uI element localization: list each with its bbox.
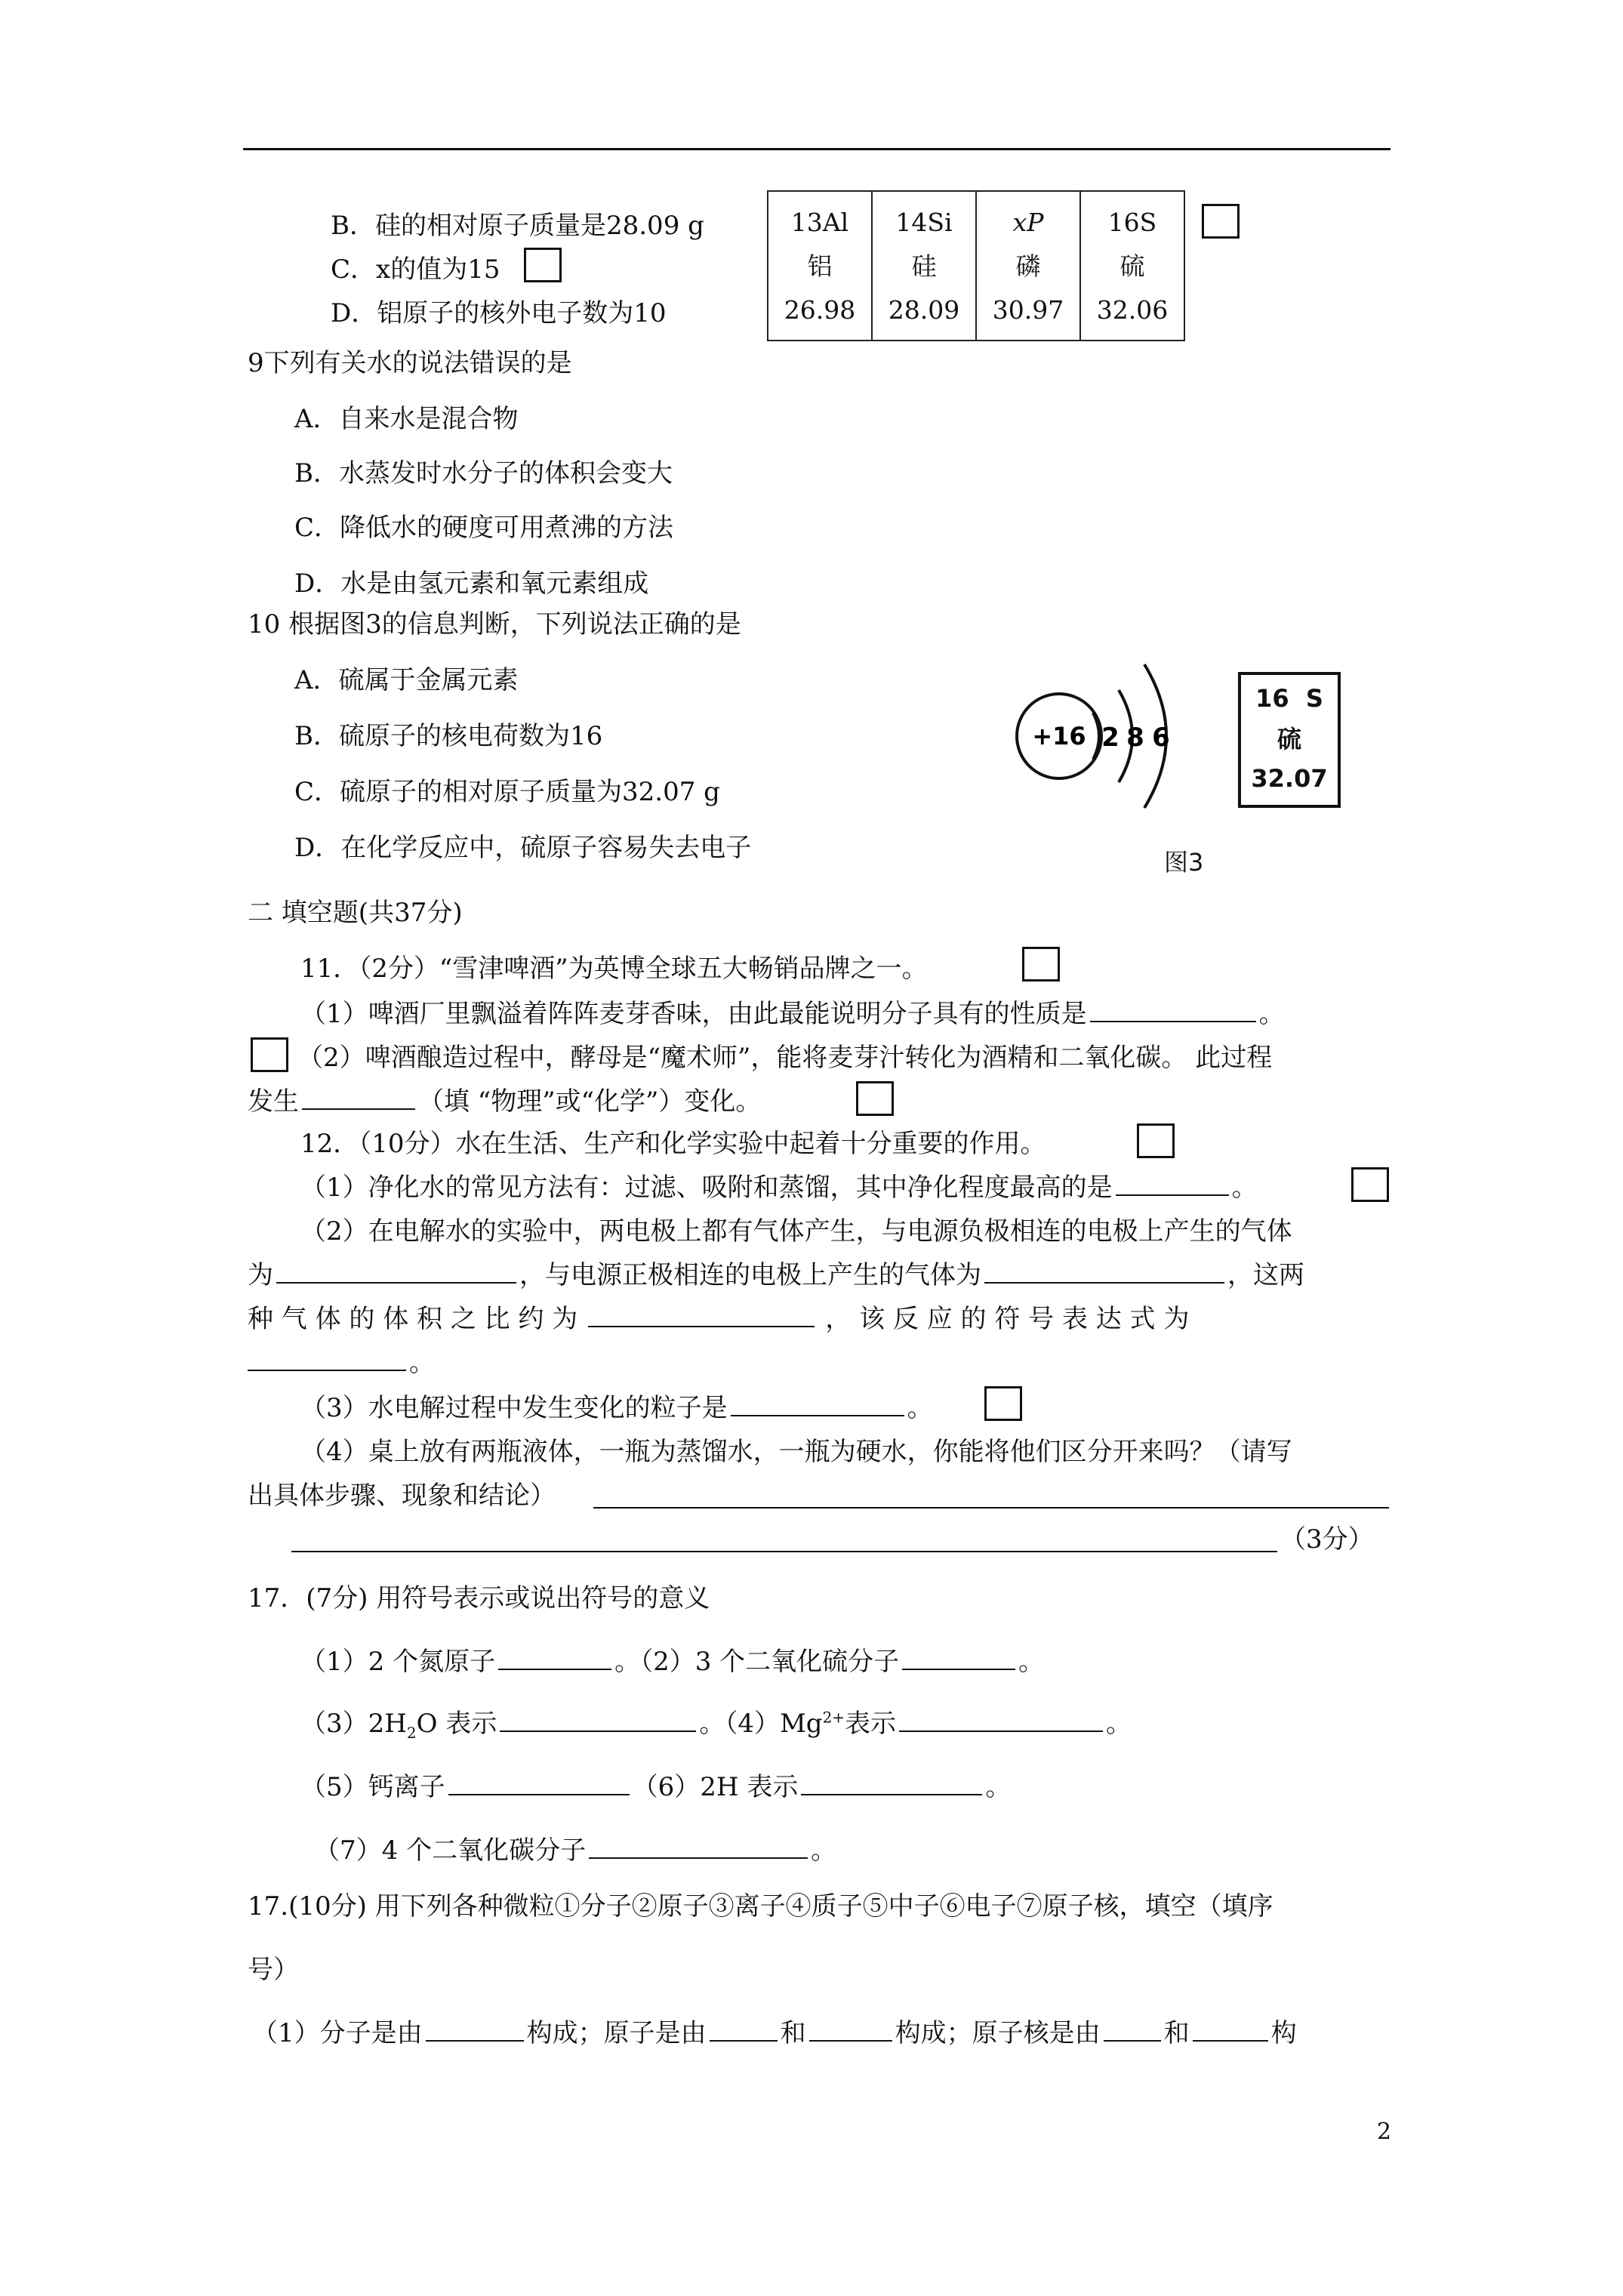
- q17b-stem-a: 17.(10分) 用下列各种微粒①分子②原子③离子④质子⑤中子⑥电子⑦原子核，填空（填序: [248, 1891, 1273, 1922]
- sulfur-atom-diagram: [1012, 649, 1193, 823]
- q10-stem: 10 根据图3的信息判断，下列说法正确的是: [248, 609, 741, 639]
- q12-part4a: （4）桌上放有两瓶液体，一瓶为蒸馏水，一瓶为硬水，你能将他们区分开来吗？（请写: [300, 1437, 1292, 1467]
- q17a-line1: （1）2 个氮原子 。（2）3 个二氧化硫分子 。: [300, 1647, 1045, 1677]
- q17a-stem: 17．(7分) 用符号表示或说出符号的意义: [248, 1583, 710, 1613]
- nucleus-charge: +16: [1032, 722, 1086, 750]
- answer-box[interactable]: [984, 1386, 1022, 1421]
- answer-blank[interactable]: [1104, 2039, 1161, 2042]
- q17b-line1: （1）分子是由 构成；原子是由 和 构成；原子核是由 和 构: [252, 2018, 1297, 2048]
- shell-count-2: 8: [1126, 723, 1144, 753]
- answer-box[interactable]: [1137, 1123, 1175, 1158]
- q17a-line2: $(3)2H_2O$ 表示 。$(4)Mg^{2+}$表示 。: [300, 1708, 1132, 1742]
- element-cell-p: xP 磷 30.97: [976, 191, 1080, 341]
- q9-option-b: B．水蒸发时水分子的体积会变大: [294, 458, 673, 488]
- section-title: 二 填空题(共37分): [248, 898, 463, 928]
- q10-option-b: B．硫原子的核电荷数为16: [294, 721, 603, 751]
- answer-box[interactable]: [856, 1081, 894, 1116]
- element-cell-si: 14Si 硅 28.09: [872, 191, 976, 341]
- q17a-line3: （5）钙离子 （6）2H 表示 。: [300, 1772, 1012, 1802]
- answer-blank[interactable]: [448, 1793, 630, 1795]
- answer-blank[interactable]: [801, 1793, 982, 1795]
- q12-part4-score: （3分）: [1280, 1524, 1374, 1555]
- q10-option-c: C．硫原子的相对原子质量为32.07 g: [294, 777, 720, 807]
- q9-option-c: C．降低水的硬度可用煮沸的方法: [294, 513, 674, 543]
- sulfur-element-card: 16 S 硫 32.07: [1238, 672, 1341, 808]
- q10-option-d: D．在化学反应中，硫原子容易失去电子: [294, 833, 752, 863]
- answer-blank[interactable]: [902, 1668, 1015, 1670]
- answer-box[interactable]: [1351, 1167, 1389, 1202]
- answer-blank[interactable]: [302, 1108, 415, 1110]
- answer-box[interactable]: [1202, 204, 1240, 239]
- q12-part1: （1）净化水的常见方法有：过滤、吸附和蒸馏，其中净化程度最高的是 。: [300, 1173, 1258, 1203]
- page-number: 2: [1377, 2119, 1392, 2145]
- shell-count-1: 2: [1101, 723, 1119, 753]
- q11-part2b: 发生 （填 “物理”或“化学”）变化。: [248, 1086, 762, 1117]
- q10-option-a: A．硫属于金属元素: [294, 665, 519, 695]
- shell-count-3: 6: [1152, 723, 1170, 753]
- q12-part2a: （2）在电解水的实验中，两电极上都有气体产生，与电源负极相连的电极上产生的气体: [300, 1216, 1292, 1247]
- answer-blank[interactable]: [1090, 1020, 1256, 1022]
- answer-blank[interactable]: [710, 2039, 778, 2042]
- q9-option-a: A．自来水是混合物: [294, 404, 519, 434]
- q12-stem: 12．（10分）水在生活、生产和化学实验中起着十分重要的作用。: [300, 1129, 1046, 1159]
- answer-blank[interactable]: [731, 1414, 904, 1416]
- q12-part4b: 出具体步骤、现象和结论）: [248, 1481, 556, 1511]
- q17a-line4: （7）4 个二氧化碳分子 。: [314, 1835, 837, 1866]
- q12-part2b: 为 ，与电源正极相连的电极上产生的气体为 ，这两: [248, 1260, 1304, 1290]
- figure-caption: 图3: [1164, 848, 1204, 877]
- q8-option-c: C．x的值为15: [331, 254, 500, 285]
- answer-blank[interactable]: [500, 1730, 696, 1732]
- header-rule: [243, 148, 1390, 150]
- answer-blank[interactable]: [276, 1281, 516, 1284]
- element-cell-al: 13Al 铝 26.98: [768, 191, 872, 341]
- answer-line[interactable]: [593, 1507, 1389, 1509]
- q11-stem: 11．（2分）“雪津啤酒”为英博全球五大畅销品牌之一。: [300, 954, 928, 984]
- answer-blank[interactable]: [426, 2039, 524, 2042]
- answer-blank[interactable]: [588, 1325, 815, 1327]
- answer-blank[interactable]: [498, 1668, 611, 1670]
- answer-blank[interactable]: [1116, 1194, 1229, 1196]
- q11-part2a: （2）啤酒酿造过程中，酵母是“魔术师”，能将麦芽汁转化为酒精和二氧化碳。 此过程: [297, 1043, 1273, 1073]
- q9-option-d: D．水是由氢元素和氧元素组成: [294, 569, 649, 599]
- q9-stem: 9下列有关水的说法错误的是: [248, 348, 572, 378]
- q17b-stem-b: 号）: [248, 1955, 299, 1985]
- element-cell-s: 16S 硫 32.06: [1080, 191, 1184, 341]
- q12-part3: （3）水电解过程中发生变化的粒子是 。: [300, 1393, 933, 1423]
- periodic-table-excerpt: [767, 190, 1185, 341]
- q12-part2c: 种 气 体 的 体 积 之 比 约 为 ， 该 反 应 的 符 号 表 达 式 为: [248, 1304, 1190, 1334]
- q12-part2d: 。: [248, 1350, 435, 1376]
- answer-box[interactable]: [1022, 947, 1060, 982]
- answer-line[interactable]: [291, 1551, 1277, 1552]
- q8-option-b: B．硅的相对原子质量是28.09 g: [331, 211, 704, 241]
- answer-blank[interactable]: [809, 2039, 892, 2042]
- answer-box[interactable]: [524, 248, 562, 282]
- answer-blank[interactable]: [1193, 2039, 1268, 2042]
- answer-blank[interactable]: [899, 1730, 1103, 1732]
- answer-blank[interactable]: [248, 1369, 406, 1371]
- answer-box[interactable]: [251, 1037, 288, 1072]
- q11-part1: （1）啤酒厂里飘溢着阵阵麦芽香味，由此最能说明分子具有的性质是 。: [300, 999, 1285, 1029]
- answer-blank[interactable]: [589, 1857, 808, 1859]
- q8-option-d: D．铝原子的核外电子数为10: [331, 298, 667, 328]
- answer-blank[interactable]: [984, 1281, 1224, 1284]
